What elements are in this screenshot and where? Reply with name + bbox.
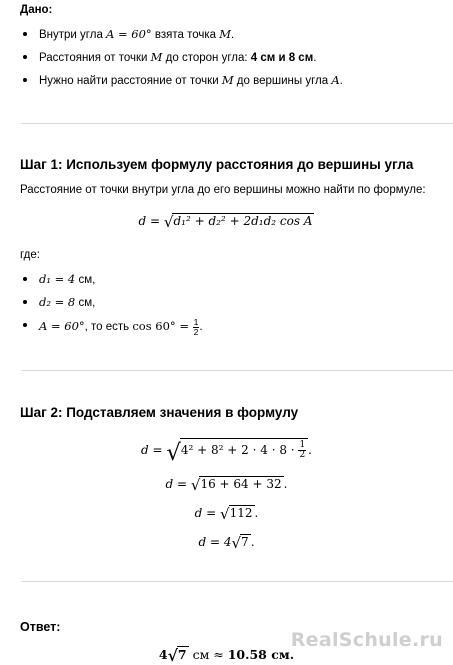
step1-intro: Расстояние от точки внутри угла до его вершины можно найти по формуле: [20, 184, 426, 196]
sqrt-symbol: √ [190, 476, 201, 494]
math-expression: cos 60° = [132, 319, 193, 334]
answer-value: 4√7 см ≈ 10.58 см. [158, 646, 295, 665]
sqrt-symbol: √ [163, 213, 174, 231]
step1-title: Шаг 1: Используем формулу расстояния до вершины угла [20, 157, 414, 172]
substitution-line-4: d = 4√7 . [198, 534, 255, 552]
watermark-logo: RealSchule.ru [290, 629, 443, 651]
list-item: Нужно найти расстояние от точки M до вершины угла A. [20, 73, 343, 96]
variables-list [20, 272, 203, 341]
math-expression: M [219, 27, 232, 41]
math-expression: M [221, 73, 234, 87]
where-label: где: [20, 249, 40, 261]
given-list [20, 27, 343, 96]
list-item: d₂ = 8 см, [20, 295, 203, 318]
substitution-line-2: d = √16 + 64 + 32 . [165, 476, 288, 494]
substitution-line-1: d = √4² + 8² + 2 · 4 · 8 · $\frac{1}{2}$ . [141, 440, 312, 466]
sqrt-symbol: √ [220, 505, 230, 523]
distances-value: 4 см и 8 см [250, 52, 314, 64]
substitution-line-3: d = √112 . [194, 505, 259, 523]
sqrt-symbol: √ [167, 646, 178, 665]
list-item: Расстояния от точки M до сторон угла: 4 см и 8 см. [20, 50, 343, 73]
distance-formula: d = √d₁² + d₂² + 2d₁d₂ cos A [138, 213, 313, 231]
sqrt-symbol: √ [166, 440, 181, 466]
divider [21, 581, 453, 582]
sqrt-symbol: √ [231, 534, 242, 552]
list-item: Внутри угла A = 60° взята точка M. [20, 27, 343, 50]
fraction: $\frac{1}{2}$ [299, 440, 306, 460]
fraction: $\frac{1}{2}$ [193, 317, 199, 337]
given-title: Дано: [20, 4, 53, 16]
math-expression: M [150, 50, 163, 64]
math-expression: A = 60° [39, 319, 85, 334]
math-expression: A [331, 73, 340, 87]
math-expression: d₂ = 8 [39, 295, 76, 309]
list-item: A = 60°, то есть cos 60° = $\frac{1}{2}$ . [20, 318, 203, 341]
list-item: d₁ = 4 см, [20, 272, 203, 295]
divider [21, 123, 453, 124]
math-expression: A = 60° [106, 27, 152, 41]
math-expression: d₁ = 4 [39, 272, 76, 286]
divider [21, 370, 453, 371]
answer-title: Ответ: [20, 620, 61, 634]
step2-title: Шаг 2: Подставляем значения в формулу [20, 405, 299, 420]
